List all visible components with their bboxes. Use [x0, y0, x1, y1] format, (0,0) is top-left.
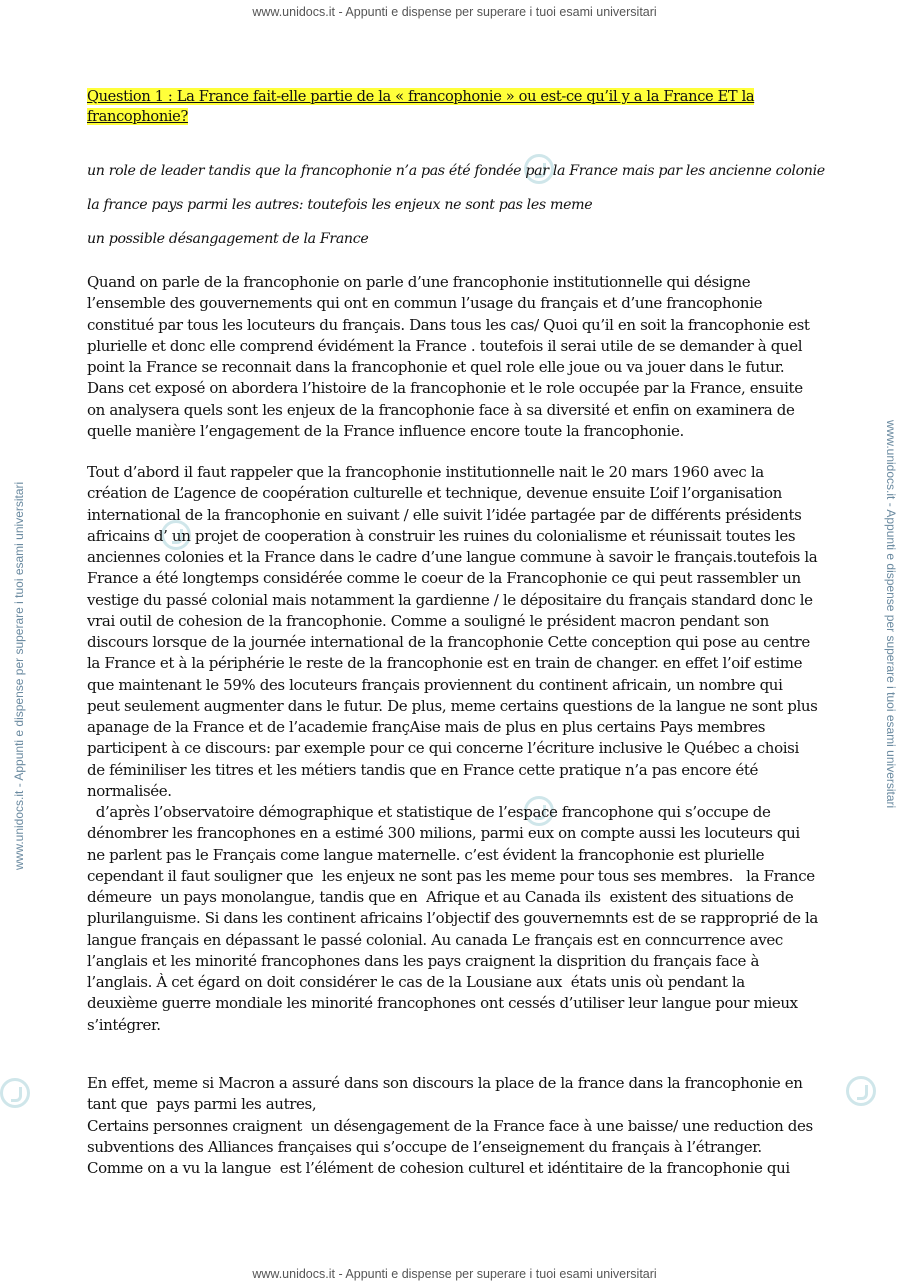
question-line-1: Question 1 : La France fait-elle partie de la « francophonie » ou est-ce qu’il y a la France ET la — [87, 88, 755, 105]
text-line: plurilanguisme. Si dans les continent africains l’objectif des gouvernemnts est de se rapproprié de la — [87, 909, 818, 928]
footer-watermark: www.unidocs.it - Appunti e dispense per superare i tuoi esami universitari — [252, 1267, 657, 1281]
text-line: langue français en dépassant le passé colonial. Au canada Le français est en conncurrence avec — [87, 930, 783, 949]
text-line: discours lorsque de la journée international de la francophonie Cette conception qui pose au centre — [87, 633, 810, 651]
body-paragraph-intro — [87, 272, 823, 442]
text-line: l’ensemble des gouvernements qui ont en commun l’usage du français et d’une francophonie — [87, 294, 763, 313]
text-line: la France et à la périphérie le reste de la francophonie est en train de changer. en effet l’oif estime — [87, 654, 803, 673]
text-line: point la France se reconnait dans la francophonie et quel role elle joue ou va jouer dans le futur. — [87, 358, 785, 376]
text-line: Quand on parle de la francophonie on parle d’une francophonie institutionnelle qui désigne — [87, 273, 751, 291]
text-line: d’après l’observatoire démographique et statistique de l’espace francophone qui s’occupe de — [87, 803, 771, 821]
question-line-2: francophonie? — [87, 108, 188, 125]
text-line: apanage de la France et de l’academie françAise mais de plus en plus certains Pays membres — [87, 718, 766, 736]
text-line: Dans cet exposé on abordera l’histoire de la francophonie et le role occupée par la France, ensuite — [87, 379, 803, 398]
side-watermark-left: www.unidocs.it - Appunti e dispense per superare i tuoi esami universitari — [12, 481, 26, 870]
text-line: Comme on a vu la langue est l’élément de cohesion culturel et idéntitaire de la francophonie qui — [87, 1159, 790, 1177]
text-line: Certains personnes craignent un désengagement de la France face à une baisse/ une reduction des — [87, 1116, 813, 1135]
unidocs-logo-icon — [0, 1078, 30, 1108]
text-line: participent à ce discours: par exemple pour ce qui concerne l’écriture inclusive le Québec a choisi — [87, 739, 799, 758]
text-line: l’anglais. À cet égard on doit considérer le cas de la Lousiane aux états unis où pendant la — [87, 973, 745, 991]
text-line: démeure un pays monolangue, tandis que en Afrique et au Canada ils existent des situations de — [87, 888, 794, 906]
text-line: constitué par tous les locuteurs du français. Dans tous les cas/ Quoi qu’il en soit la francophonie est — [87, 315, 810, 334]
text-line: ne parlent pas le Français come langue maternelle. c’est évident la francophonie est plurielle — [87, 845, 765, 864]
text-line: cependant il faut souligner que les enjeux ne sont pas les meme pour tous ses membres. la France — [87, 866, 815, 885]
body-paragraph-engagement — [87, 1073, 823, 1179]
note-line: la france pays parmi les autres: toutefois les enjeux ne sont pas les meme — [87, 197, 593, 213]
text-line: France a été longtemps considérée comme le coeur de la Francophonie ce qui peut rassembler un — [87, 569, 801, 588]
text-line: vestige du passé colonial mais notamment la gardienne / le dépositaire du français standard donc le — [87, 590, 813, 609]
text-line: subventions des Alliances françaises qui s’occupe de l’enseignement du français à l’étranger. — [87, 1137, 762, 1156]
note-line: un role de leader tandis que la francophonie n’a pas été fondée par la France mais par les ancienne colonie — [87, 163, 825, 179]
text-line: de féminiliser les titres et les métiers tandis que en France cette pratique n’a pas encore été — [87, 760, 759, 779]
text-line: Tout d’abord il faut rappeler que la francophonie institutionnelle nait le 20 mars 1960 avec la — [87, 463, 764, 481]
text-line: dénombrer les francophones en a estimé 300 milions, parmi eux on compte aussi les locuteurs qui — [87, 824, 800, 843]
question-heading — [87, 87, 807, 127]
text-line: normalisée. — [87, 781, 172, 800]
side-watermark-right: www.unidocs.it - Appunti e dispense per superare i tuoi esami universitari — [884, 420, 898, 809]
text-line: quelle manière l’engagement de la France influence encore toute la francophonie. — [87, 421, 684, 440]
text-line: l’anglais et les minorité francophones dans les pays craignent la disprition du français face à — [87, 951, 760, 970]
text-line: anciennes colonies et la France dans le cadre d’une langue commune à savoir le français.toutefois la — [87, 548, 818, 566]
text-line: international de la francophonie en suivant / elle suivit l’idée partagée par de différents présidents — [87, 505, 802, 524]
text-line: tant que pays parmi les autres, — [87, 1095, 317, 1114]
text-line: on analysera quels sont les enjeux de la francophonie face à sa diversité et enfin on examinera de — [87, 400, 795, 419]
text-line: que maintenant le 59% des locuteurs français proviennent du continent africain, un nombre qui — [87, 675, 783, 694]
note-line: un possible désangagement de la France — [87, 231, 369, 247]
text-line: s’intégrer. — [87, 1015, 161, 1034]
text-line: africains d’ un projet de cooperation à construir les ruines du colonialisme et réunissait toutes les — [87, 526, 796, 545]
text-line: En effet, meme si Macron a assuré dans son discours la place de la france dans la francophonie en — [87, 1074, 803, 1092]
text-line: création de L’agence de coopération culturelle et technique, devenue ensuite L’oif l’organisation — [87, 484, 782, 503]
text-line: vrai outil de cohesion de la francophonie. Comme a souligné le président macron pendant son — [87, 611, 769, 630]
body-paragraph-history — [87, 462, 823, 1036]
text-line: plurielle et donc elle comprend évidément la France . toutefois il serai utile de se demander à quel — [87, 336, 803, 355]
header-watermark: www.unidocs.it - Appunti e dispense per superare i tuoi esami universitari — [252, 5, 657, 19]
text-line: deuxième guerre mondiale les minorité francophones ont cessés d’utiliser leur langue pour mieux — [87, 994, 798, 1013]
text-line: peut seulement augmenter dans le futur. De plus, meme certains questions de la langue ne sont plus — [87, 696, 818, 715]
unidocs-logo-icon — [846, 1076, 876, 1106]
